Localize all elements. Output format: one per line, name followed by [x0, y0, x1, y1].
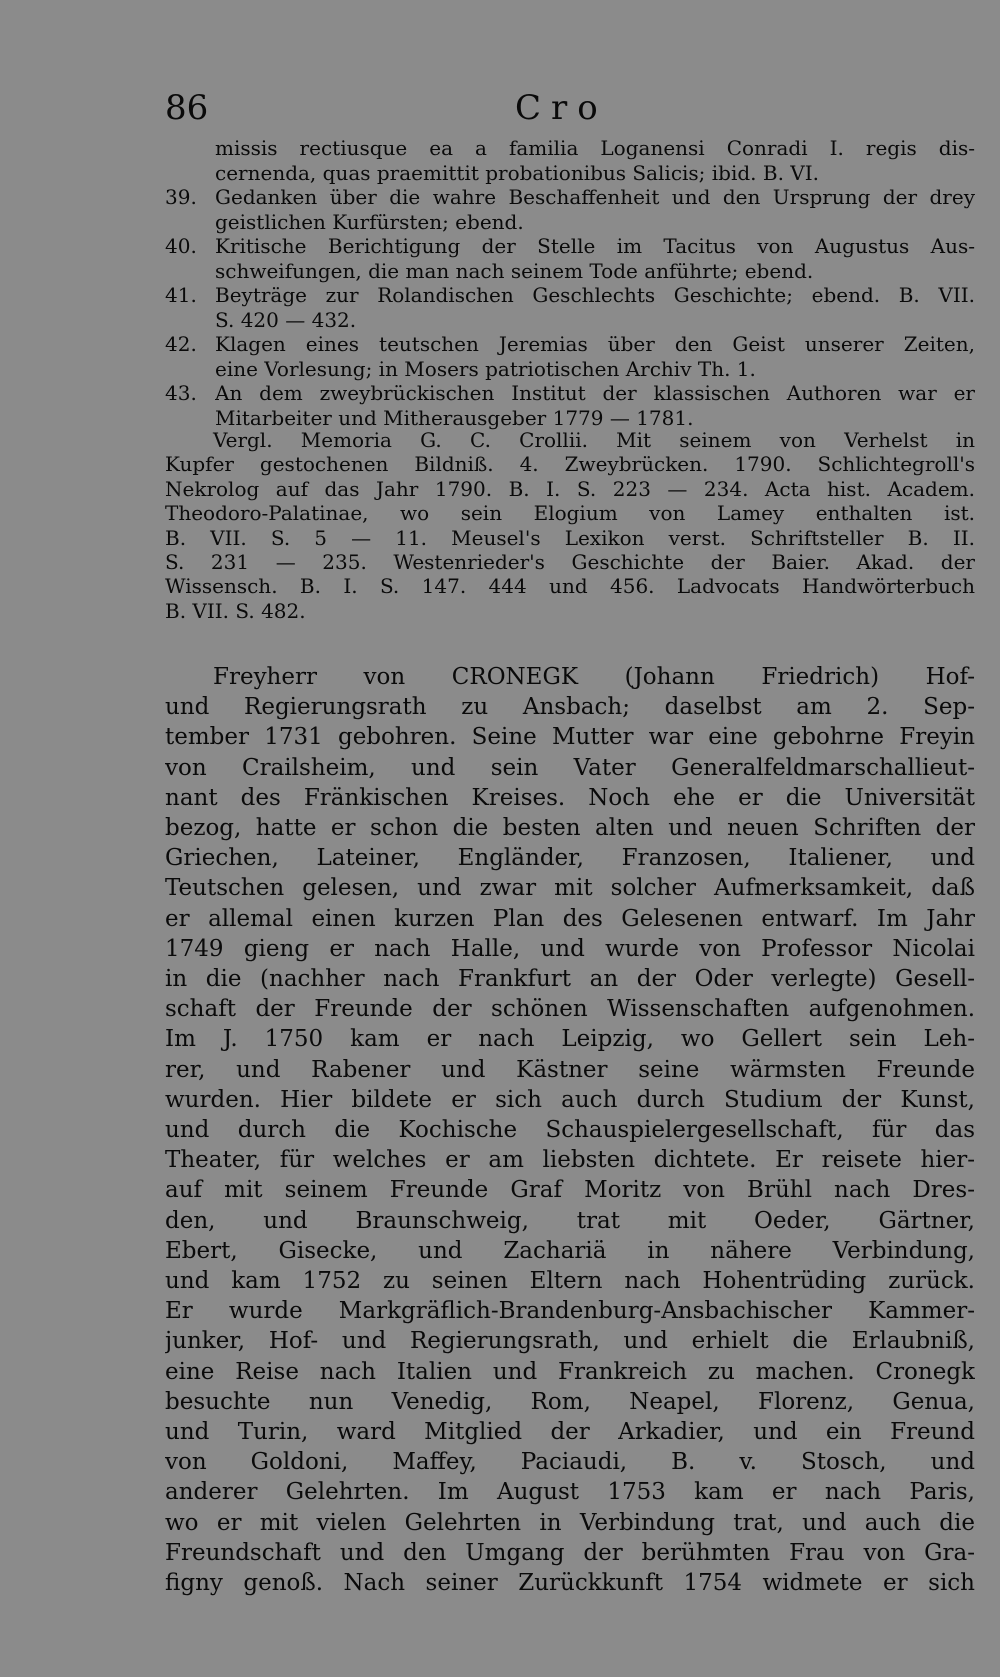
biography-paragraph: [165, 662, 975, 1598]
bio-line: tember 1731 gebohren. Seine Mutter war eine gebohrne Freyin: [165, 724, 975, 751]
ref-number: 42.: [165, 332, 197, 356]
bio-line: Griechen, Lateiner, Engländer, Franzosen, Italiener, und: [165, 845, 975, 872]
list-item: [165, 381, 975, 430]
bio-line: und Turin, ward Mitglied der Arkadier, und ein Freund: [165, 1419, 975, 1446]
ref-number: 41.: [165, 283, 197, 307]
bio-line: nant des Fränkischen Kreises. Noch ehe er die Universität: [165, 784, 975, 811]
ref-line: cernenda, quas praemittit probationibus Salicis; ibid. B. VI.: [215, 160, 820, 185]
ref-line: Klagen eines teutschen Jeremias über den Geist unserer Zeiten,: [215, 332, 975, 356]
list-item: [165, 234, 975, 283]
bio-line: und durch die Kochische Schauspielergesellschaft, für das: [165, 1117, 975, 1144]
list-item: [165, 283, 975, 332]
bio-line: den, und Braunschweig, trat mit Oeder, Gärtner,: [165, 1207, 975, 1234]
bio-line: eine Reise nach Italien und Frankreich zu machen. Cronegk: [165, 1358, 975, 1385]
ref-number: 40.: [165, 234, 197, 258]
ref-line: missis rectiusque ea a familia Loganensi Conradi I. regis dis-: [215, 136, 975, 160]
bio-line: Freundschaft und den Umgang der berühmten Frau von Gra-: [165, 1539, 975, 1566]
bio-line: und Regierungsrath zu Ansbach; daselbst am 2. Sep-: [165, 694, 975, 721]
ref-line: Gedanken über die wahre Beschaffenheit und den Ursprung der drey: [215, 185, 975, 209]
ref-line: geistlichen Kurfürsten; ebend.: [215, 209, 524, 234]
biblio-line: B. VII. S. 482.: [165, 598, 306, 623]
bio-line: und kam 1752 zu seinen Eltern nach Hohentrüding zurück.: [165, 1268, 975, 1295]
bio-line: schaft der Freunde der schönen Wissenschaften aufgenohmen.: [165, 996, 975, 1023]
biblio-line: Kupfer gestochenen Bildniß. 4. Zweybrücken. 1790. Schlichtegroll's: [165, 452, 975, 477]
bio-line: rer, und Rabener und Kästner seine wärmsten Freunde: [165, 1056, 975, 1083]
bio-line: Er wurde Markgräflich-Brandenburg-Ansbachischer Kammer-: [165, 1298, 975, 1325]
ref-line: Beyträge zur Rolandischen Geschlechts Geschichte; ebend. B. VII.: [215, 283, 975, 307]
bio-line: in die (nachher nach Frankfurt an der Oder verlegte) Gesell-: [165, 966, 975, 993]
bio-line: junker, Hof- und Regierungsrath, und erhielt die Erlaubniß,: [165, 1328, 975, 1355]
bio-line: 1749 gieng er nach Halle, und wurde von Professor Nicolai: [165, 935, 975, 962]
bio-line: bezog, hatte er schon die besten alten und neuen Schriften der: [165, 815, 975, 842]
biblio-line: Vergl. Memoria G. C. Crollii. Mit seinem von Verhelst in: [213, 428, 975, 452]
bio-line: Freyherr von CRONEGK (Johann Friedrich) Hof-: [213, 664, 975, 690]
bibliography-paragraph: [165, 428, 975, 623]
bio-line: Theater, für welches er am liebsten dichtete. Er reisete hier-: [165, 1147, 975, 1174]
bio-line: wurden. Hier bildete er sich auch durch Studium der Kunst,: [165, 1086, 975, 1113]
bio-line: Ebert, Gisecke, und Zachariä in nähere Verbindung,: [165, 1237, 975, 1264]
page-header: [165, 88, 925, 138]
biblio-line: Nekrolog auf das Jahr 1790. B. I. S. 223 — 234. Acta hist. Academ.: [165, 476, 975, 501]
ref-line: S. 420 — 432.: [215, 307, 357, 332]
biblio-line: B. VII. S. 5 — 11. Meusel's Lexikon verst. Schriftsteller B. II.: [165, 525, 975, 550]
bio-line: anderer Gelehrten. Im August 1753 kam er nach Paris,: [165, 1479, 975, 1506]
bio-line: Teutschen gelesen, und zwar mit solcher Aufmerksamkeit, daß: [165, 875, 975, 902]
bio-line: er allemal einen kurzen Plan des Gelesenen entwarf. Im Jahr: [165, 905, 975, 932]
ref-line: Kritische Berichtigung der Stelle im Tacitus von Augustus Aus-: [215, 234, 975, 258]
bio-line: wo er mit vielen Gelehrten in Verbindung trat, und auch die: [165, 1509, 975, 1536]
biblio-line: Theodoro-Palatinae, wo sein Elogium von Lamey enthalten ist.: [165, 501, 975, 526]
bio-line: von Goldoni, Maffey, Paciaudi, B. v. Stosch, und: [165, 1449, 975, 1476]
ref-line: eine Vorlesung; in Mosers patriotischen Archiv Th. 1.: [215, 356, 756, 381]
bio-line: von Crailsheim, und sein Vater Generalfeldmarschallieut-: [165, 754, 975, 781]
biblio-line: S. 231 — 235. Westenrieder's Geschichte der Baier. Akad. der: [165, 550, 975, 575]
list-item: [165, 185, 975, 234]
list-item: [165, 136, 975, 185]
page-number: 86: [165, 88, 209, 128]
bio-line: auf mit seinem Freunde Graf Moritz von Brühl nach Dres-: [165, 1177, 975, 1204]
reference-list: [165, 136, 975, 430]
ref-line: schweifungen, die man nach seinem Tode anführte; ebend.: [215, 258, 814, 283]
ref-line: An dem zweybrückischen Institut der klassischen Authoren war er: [215, 381, 975, 405]
list-item: [165, 332, 975, 381]
bio-line: Im J. 1750 kam er nach Leipzig, wo Gellert sein Leh-: [165, 1026, 975, 1053]
ref-number: 43.: [165, 381, 197, 405]
ref-number: 39.: [165, 185, 197, 209]
bio-line: besuchte nun Venedig, Rom, Neapel, Florenz, Genua,: [165, 1388, 975, 1415]
ref-line: Mitarbeiter und Mitherausgeber 1779 — 1781.: [215, 405, 694, 430]
bio-line: figny genoß. Nach seiner Zurückkunft 1754 widmete er sich: [165, 1570, 975, 1597]
running-head: Cro: [515, 88, 608, 128]
biblio-line: Wissensch. B. I. S. 147. 444 und 456. Ladvocats Handwörterbuch: [165, 574, 975, 599]
